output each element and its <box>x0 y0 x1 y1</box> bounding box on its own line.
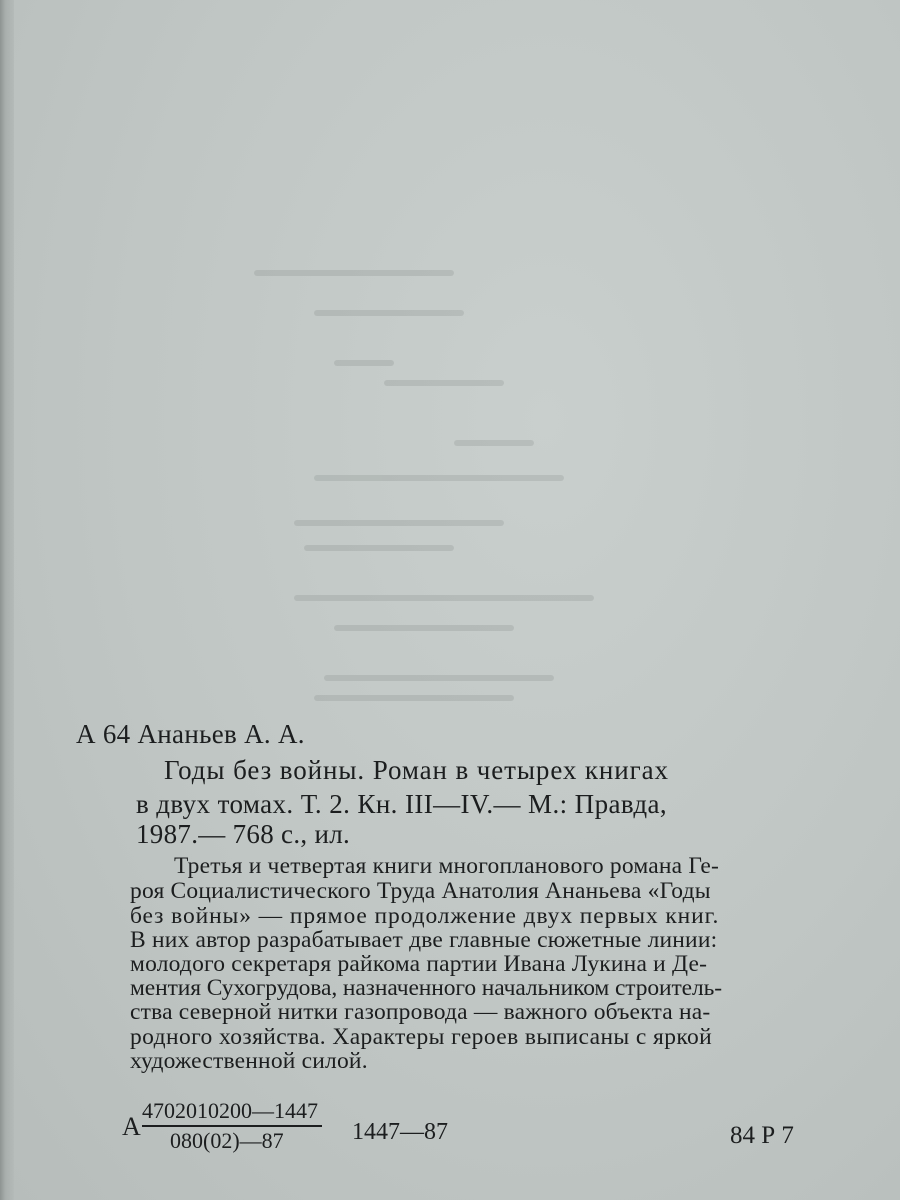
bibliographic-line: Годы без войны. Роман в четырех книгах <box>164 755 669 785</box>
annotation-line: роя Социалистического Труда Анатолия Ананьева «Годы <box>130 878 711 904</box>
classification-code: 84 Р 7 <box>730 1122 794 1149</box>
fraction-denominator: 080(02)—87 <box>170 1128 284 1153</box>
publication-code-fraction <box>122 1098 332 1158</box>
order-code: 1447—87 <box>352 1119 448 1145</box>
annotation-line: Третья и четвертая книги многопланового романа Ге- <box>174 853 719 879</box>
fraction-bar <box>142 1125 322 1127</box>
annotation-line: родного хозяйства. Характеры героев выписаны с яркой <box>130 1024 713 1050</box>
bibliographic-line: 1987.— 768 с., ил. <box>136 819 351 849</box>
annotation-line: ства северной нитки газопровода — важного объекта на- <box>130 999 711 1025</box>
annotation-line: ментия Сухогрудова, назначенного начальником строитель- <box>130 975 722 1001</box>
fraction-numerator: 4702010200—1447 <box>142 1098 318 1123</box>
annotation-line: художественной силой. <box>130 1048 368 1074</box>
bibliographic-line: в двух томах. Т. 2. Кн. III—IV.— М.: Правда, <box>136 789 667 819</box>
annotation-line: молодого секретаря райкома партии Ивана Лукина и Де- <box>130 951 708 977</box>
index-line: А 64 Ананьев А. А. <box>76 719 305 749</box>
fraction-prefix: А <box>122 1112 141 1141</box>
annotation-line: без войны» — прямое продолжение двух первых книг. <box>130 903 720 929</box>
annotation-line: В них автор разрабатывает две главные сюжетные линии: <box>130 927 718 953</box>
